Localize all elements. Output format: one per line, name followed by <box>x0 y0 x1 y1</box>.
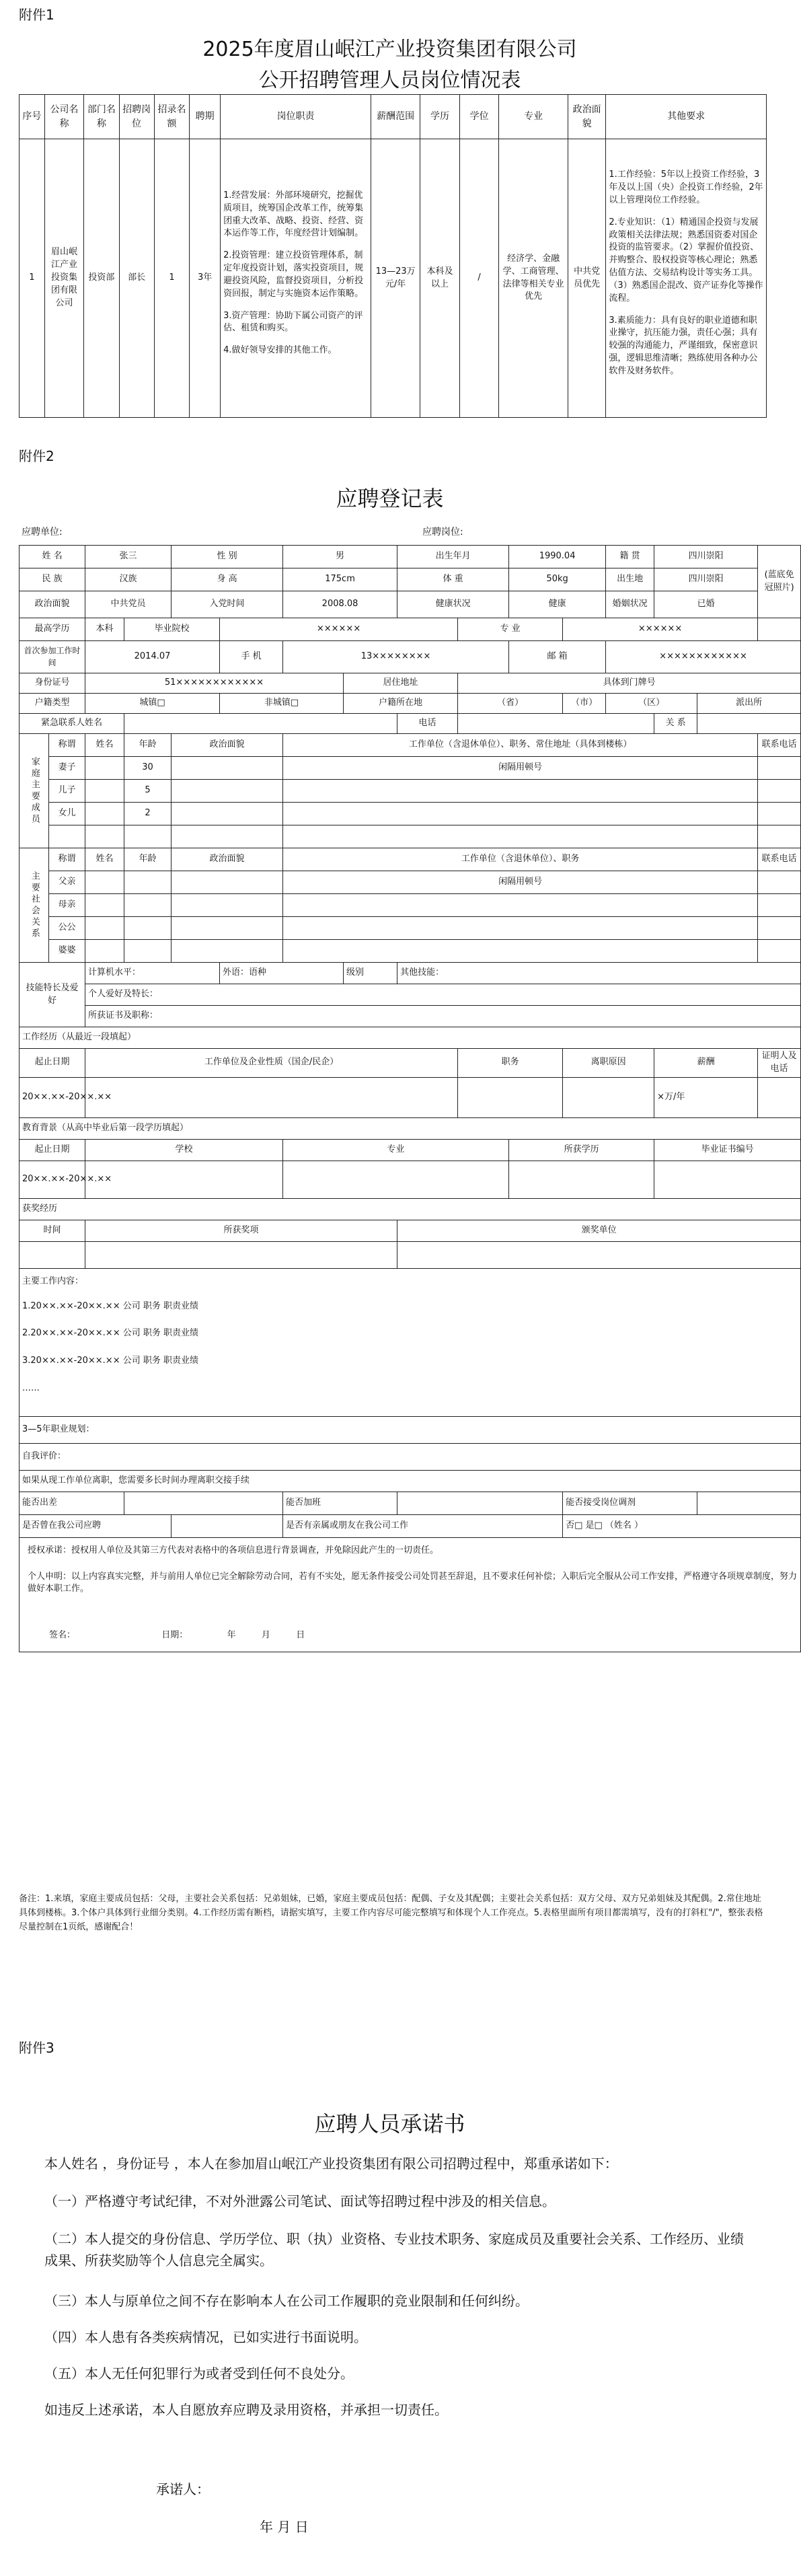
award-col: 所获奖项 <box>85 1220 397 1241</box>
job-major: 经济学、金融学、工商管理、法律等相关专业优先 <box>499 139 568 418</box>
hukou-type-label: 户籍类型 <box>20 694 85 714</box>
email-value: ×××××××××××× <box>606 641 801 673</box>
apply-unit-label: 应聘单位: <box>22 527 63 538</box>
family-row <box>20 757 801 780</box>
main-work-item: 1.20××.××-20××.×× 公司 职务 职责业绩 <box>22 1300 198 1311</box>
family-relation: 妻子 <box>49 757 85 780</box>
col-header: 部门名称 <box>84 95 119 139</box>
signature-label: 签名： <box>49 1630 76 1641</box>
height-label: 身 高 <box>171 568 283 591</box>
job-education: 本科及以上 <box>420 139 460 418</box>
col-header: 岗位职责 <box>221 95 371 139</box>
skills-side-label: 技能特长及爱好 <box>20 963 85 1027</box>
family-political[interactable] <box>171 825 283 848</box>
edu-degree[interactable] <box>509 1161 654 1198</box>
work-salary: ×万/年 <box>654 1077 758 1117</box>
emergency-phone-label: 电话 <box>397 714 458 734</box>
work-col: 证明人及电话 <box>758 1049 801 1078</box>
social-phone[interactable] <box>758 871 801 894</box>
social-age[interactable] <box>124 917 171 940</box>
weight-label: 体 重 <box>397 568 509 591</box>
family-work[interactable] <box>283 780 758 803</box>
commitment-item: （五）本人无任何犯罪行为或者受到任何不良处分。 <box>44 2365 354 2382</box>
social-age[interactable] <box>124 871 171 894</box>
commitment-item: （二）本人提交的身份信息、学历学位、职（执）业资格、专业技术职务、家庭成员及重要社会关系、工作经历、业绩成果、所获奖励等个人信息完全属实。 <box>44 2231 744 2269</box>
family-political[interactable] <box>171 757 283 780</box>
family-work[interactable] <box>283 825 758 848</box>
work-history-title: 工作经历（从最近一段填起） <box>20 1027 801 1049</box>
annex3-label: 附件3 <box>19 2040 54 2056</box>
date-day: 日 <box>296 1630 305 1641</box>
family-relation: 儿子 <box>49 780 85 803</box>
social-relation: 婆婆 <box>49 940 85 963</box>
apply-post-label: 应聘岗位: <box>422 527 463 538</box>
col-header: 政治面貌 <box>568 95 605 139</box>
family-phone[interactable] <box>758 780 801 803</box>
family-row <box>20 780 801 803</box>
address-value: 具体到门牌号 <box>458 673 801 694</box>
height-value: 175cm <box>283 568 397 591</box>
major-value: ×××××× <box>563 618 758 641</box>
emergency-contact-label: 紧急联系人姓名 <box>20 714 124 734</box>
family-phone[interactable] <box>758 757 801 780</box>
family-col: 年龄 <box>124 734 171 757</box>
family-col: 政治面貌 <box>171 734 283 757</box>
family-row <box>20 803 801 825</box>
duty-item: 3.资产管理：协助下属公司资产的评估、租赁和购买。 <box>223 310 363 334</box>
social-relation: 公公 <box>49 917 85 940</box>
job-degree: / <box>459 139 499 418</box>
commitment-item: （一）严格遵守考试纪律，不对外泄露公司笔试、面试等招聘过程中涉及的相关信息。 <box>44 2193 556 2209</box>
award-date[interactable] <box>20 1241 85 1268</box>
sex-value: 男 <box>283 546 397 568</box>
award-org[interactable] <box>397 1241 801 1268</box>
family-col: 工作单位（含退休单位）、职务、常住地址（具体到楼栋） <box>283 734 758 757</box>
requirement-item: 3.素质能力：具有良好的职业道德和职业操守，抗压能力强，责任心强；具有较强的沟通能力，严谨细致，保密意识强，逻辑思维清晰；熟练使用各种办公软件及财务软件。 <box>609 315 758 376</box>
social-row <box>20 871 801 894</box>
birthplace-label: 出生地 <box>606 568 654 591</box>
id-value: 51×××××××××××× <box>85 673 344 694</box>
emergency-contact-value[interactable] <box>124 714 397 734</box>
social-work[interactable] <box>283 940 758 963</box>
overtime-label: 能否加班 <box>283 1492 397 1514</box>
social-col: 政治面貌 <box>171 848 283 871</box>
edu-major[interactable] <box>283 1161 509 1198</box>
native-label: 籍 贯 <box>606 546 654 568</box>
join-date-label: 入党时间 <box>171 591 283 618</box>
main-work-item: …… <box>22 1383 40 1394</box>
col-header: 招录名额 <box>154 95 189 139</box>
foreign-language: 外语：语种 <box>220 963 344 984</box>
social-name[interactable] <box>85 917 124 940</box>
career-plan: 3—5年职业规划： <box>20 1416 801 1443</box>
family-age: 5 <box>124 780 171 803</box>
join-date-value: 2008.08 <box>283 591 397 618</box>
hobby-field: 个人爱好及特长： <box>85 984 801 1006</box>
first-work-label: 首次参加工作时间 <box>20 641 85 673</box>
registration-title: 应聘登记表 <box>336 486 444 511</box>
social-political[interactable] <box>171 940 283 963</box>
job-salary: 13—23万元/年 <box>371 139 420 418</box>
duty-item: 1.经营发展：外部环境研究，挖掘优质项目，统筹国企改革工作，统筹集团重大改革、战略、投资、经营、资本运作等工作，年度经营计划编制。 <box>223 190 364 239</box>
edu-col: 专业 <box>283 1139 509 1161</box>
health-label: 健康状况 <box>397 591 509 618</box>
requirement-item: 1.工作经验：5年以上投资工作经验，3年及以上国（央）企投资工作经验，2年以上管理岗位工作经验。 <box>609 170 763 205</box>
hukou-city: （市） <box>563 694 606 714</box>
job-post: 部长 <box>119 139 154 418</box>
commitment-item: （四）本人患有各类疾病情况，已如实进行书面说明。 <box>44 2329 367 2345</box>
col-header: 学位 <box>459 95 499 139</box>
work-leave-reason[interactable] <box>563 1077 654 1117</box>
social-relation: 母亲 <box>49 894 85 917</box>
photo-box: (蓝底免冠照片) <box>758 546 801 618</box>
main-work-block <box>20 1268 801 1416</box>
emergency-relation-label: 关 系 <box>654 714 697 734</box>
col-header: 公司名称 <box>44 95 84 139</box>
social-phone[interactable] <box>758 894 801 917</box>
requirement-item: 2.专业知识：（1）精通国企投资与发展政策相关法律法规；熟悉国资委对国企投资的监管要求。（2）掌握价值投资、并购整合、股权投资等核心理论；熟悉估值方法、交易结构设计等实务工具。（3）熟悉国企混改、资产证券化等操作流程。 <box>609 217 763 303</box>
school-value: ×××××× <box>220 618 458 641</box>
family-name[interactable] <box>85 757 124 780</box>
sex-label: 性 别 <box>171 546 283 568</box>
health-value: 健康 <box>509 591 606 618</box>
nation-value: 汉族 <box>85 568 171 591</box>
address-label: 居住地址 <box>344 673 458 694</box>
family-row <box>20 825 801 848</box>
family-name[interactable] <box>85 825 124 848</box>
awards-title: 获奖经历 <box>20 1198 801 1220</box>
family-political[interactable] <box>171 803 283 825</box>
hukou-province: （省） <box>458 694 563 714</box>
work-reference[interactable] <box>758 1077 801 1117</box>
annex1-title-line1: 2025年度眉山岷江产业投资集团有限公司 <box>202 38 577 61</box>
nation-label: 民 族 <box>20 568 85 591</box>
job-table <box>19 94 767 418</box>
col-header: 薪酬范围 <box>371 95 420 139</box>
duty-item: 4.做好领导安排的其他工作。 <box>223 345 337 356</box>
birthplace-value: 四川崇阳 <box>654 568 758 591</box>
social-col: 姓名 <box>85 848 124 871</box>
annex1-title-line2: 公开招聘管理人员岗位情况表 <box>258 69 521 92</box>
business-trip-value[interactable] <box>124 1492 283 1514</box>
col-header: 学历 <box>420 95 460 139</box>
social-side-label: 主要社会关系 <box>20 848 49 963</box>
col-header: 招聘岗位 <box>119 95 154 139</box>
family-col: 称谓 <box>49 734 85 757</box>
blank-cell <box>758 618 801 641</box>
hukou-police: 派出所 <box>697 694 801 714</box>
job-company: 眉山岷江产业投资集团有限公司 <box>44 139 84 418</box>
date-year: 年 <box>227 1630 236 1641</box>
date-label: 日期： <box>161 1630 188 1641</box>
job-table-header <box>20 95 767 139</box>
language-level: 级别 <box>344 963 397 984</box>
relative-label: 是否有亲属或朋友在我公司工作 <box>283 1514 563 1537</box>
political-value: 中共党员 <box>85 591 171 618</box>
date-month: 月 <box>261 1630 270 1641</box>
edu-cert-no[interactable] <box>654 1161 801 1198</box>
social-work[interactable] <box>283 917 758 940</box>
annex1-label: 附件1 <box>19 7 54 23</box>
name-value: 张三 <box>85 546 171 568</box>
emergency-relation-value[interactable] <box>697 714 801 734</box>
authorization-block <box>20 1537 801 1652</box>
social-row <box>20 894 801 917</box>
work-company[interactable] <box>85 1077 458 1117</box>
award-name[interactable] <box>85 1241 397 1268</box>
family-work: 闲隔用顿号 <box>283 757 758 780</box>
marital-value: 已婚 <box>654 591 758 618</box>
declaration-text: 个人申明：以上内容真实完整，并与前用人单位已完全解除劳动合同，若有不实处，愿无条件接受公司处罚甚至辞退，且不要求任何补偿；入职后完全服从公司工作安排，严格遵守各项规章制度，努力做好本职工作。 <box>28 1571 798 1594</box>
edu-col: 所获学历 <box>509 1139 654 1161</box>
registration-note: 备注：1.来填，家庭主要成员包括：父母，主要社会关系包括：兄弟姐妹，已婚，家庭主要成员包括：配偶、子女及其配偶；主要社会关系包括：双方父母、双方兄弟姐妹及其配偶。2.常住地址具体到楼栋。3.个体户具体到行业细分类别。4.工作经历需有断档，请据实填写，主要工作内容尽可能完整填写和体现个人工作亮点。5.表格里面所有项目都需填写，没有的打斜杠"/"，整张表格尽量控制在1页纸，感谢配合！ <box>19 1894 763 1932</box>
job-row <box>20 139 767 418</box>
education-title: 教育背景（从高中毕业后第一段学历填起） <box>20 1117 801 1139</box>
social-phone[interactable] <box>758 917 801 940</box>
commitment-title: 应聘人员承诺书 <box>314 2111 465 2137</box>
birth-label: 出生年月 <box>397 546 509 568</box>
family-phone[interactable] <box>758 825 801 848</box>
business-trip-label: 能否出差 <box>20 1492 124 1514</box>
social-name[interactable] <box>85 894 124 917</box>
sign-date: 年 月 日 <box>260 2519 309 2535</box>
family-name[interactable] <box>85 780 124 803</box>
commitment-intro: 本人姓名 ，身份证号 ，本人在参加眉山岷江产业投资集团有限公司招聘过程中，郑重承诺如下： <box>44 2156 618 2172</box>
social-age[interactable] <box>124 940 171 963</box>
work-col: 离职原因 <box>563 1049 654 1078</box>
overtime-value[interactable] <box>397 1492 563 1514</box>
social-col: 联系电话 <box>758 848 801 871</box>
weight-value: 50kg <box>509 568 606 591</box>
other-skills: 其他技能： <box>397 963 801 984</box>
family-name[interactable] <box>85 803 124 825</box>
main-work-title: 主要工作内容： <box>22 1276 84 1286</box>
phone-label: 手 机 <box>220 641 283 673</box>
signature-line <box>49 1629 798 1642</box>
school-label: 毕业院校 <box>124 618 220 641</box>
native-value: 四川崇阳 <box>654 546 758 568</box>
job-no: 1 <box>20 139 45 418</box>
edu-row <box>20 1161 801 1198</box>
family-side-label: 家庭主要成员 <box>20 734 49 848</box>
authorization-text: 授权承诺：授权用人单位及其第三方代表对表格中的各项信息进行背景调查，并免除因此产生的一切责任。 <box>28 1545 439 1555</box>
commitment-item: （三）本人与原单位之间不存在影响本人在公司工作履职的竞业限制和任何纠纷。 <box>44 2293 529 2309</box>
political-label: 政治面貌 <box>20 591 85 618</box>
job-term: 3年 <box>190 139 221 418</box>
edu-col: 毕业证书编号 <box>654 1139 801 1161</box>
relative-value[interactable]: 否□ 是□ （姓名 ） <box>563 1514 801 1537</box>
handover-question: 如果从现工作单位离职，您需要多长时间办理离职交接手续 <box>20 1470 801 1492</box>
col-header: 其他要求 <box>606 95 767 139</box>
edu-label: 最高学历 <box>20 618 85 641</box>
family-relation: 女儿 <box>49 803 85 825</box>
family-political[interactable] <box>171 780 283 803</box>
work-date: 20××.××-20××.×× <box>20 1077 85 1117</box>
hukou-address-label: 户籍所在地 <box>344 694 458 714</box>
edu-date: 20××.××-20××.×× <box>20 1161 85 1198</box>
col-header: 聘期 <box>190 95 221 139</box>
hukou-rural-checkbox[interactable]: 非城镇□ <box>220 694 344 714</box>
job-other <box>606 139 767 418</box>
birth-value: 1990.04 <box>509 546 606 568</box>
annex2-label: 附件2 <box>19 448 54 464</box>
work-col: 薪酬 <box>654 1049 758 1078</box>
work-col: 职务 <box>458 1049 563 1078</box>
name-label: 姓 名 <box>20 546 85 568</box>
social-relation: 父亲 <box>49 871 85 894</box>
first-work-value: 2014.07 <box>85 641 220 673</box>
social-col: 工作单位（含退休单位）、职务 <box>283 848 758 871</box>
commitment-closing: 如违反上述承诺，本人自愿放弃应聘及录用资格，并承担一切责任。 <box>44 2402 448 2418</box>
family-age[interactable] <box>124 825 171 848</box>
self-evaluation: 自我评价： <box>20 1443 801 1470</box>
work-row <box>20 1077 801 1117</box>
transfer-label: 能否接受岗位调剂 <box>563 1492 697 1514</box>
job-duties <box>221 139 371 418</box>
transfer-value[interactable] <box>697 1492 801 1514</box>
social-work[interactable] <box>283 894 758 917</box>
social-name[interactable] <box>85 871 124 894</box>
main-work-item: 3.20××.××-20××.×× 公司 职务 职责业绩 <box>22 1356 198 1366</box>
former-applicant-label: 是否曾在我公司应聘 <box>20 1514 171 1537</box>
family-relation[interactable] <box>49 825 85 848</box>
email-label: 邮 箱 <box>509 641 606 673</box>
social-phone[interactable] <box>758 940 801 963</box>
work-col: 起止日期 <box>20 1049 85 1078</box>
family-age: 2 <box>124 803 171 825</box>
family-age: 30 <box>124 757 171 780</box>
edu-school[interactable] <box>85 1161 283 1198</box>
former-applicant-value[interactable] <box>171 1514 283 1537</box>
certificates-field: 所获证书及职称： <box>85 1006 801 1027</box>
job-dept: 投资部 <box>84 139 119 418</box>
col-header: 序号 <box>20 95 45 139</box>
phone-value: 13×××××××× <box>283 641 509 673</box>
signer-label: 承诺人： <box>156 2481 210 2497</box>
major-label: 专 业 <box>458 618 563 641</box>
social-row <box>20 940 801 963</box>
job-quota: 1 <box>154 139 189 418</box>
social-col: 年龄 <box>124 848 171 871</box>
edu-col: 起止日期 <box>20 1139 85 1161</box>
duty-item: 2.投资管理：建立投资管理体系，制定年度投资计划，落实投资项目，规避投资风险，监督投资项目，分析投资回报，制定与实施资本运作策略。 <box>223 250 364 299</box>
edu-col: 学校 <box>85 1139 283 1161</box>
award-col: 颁奖单位 <box>397 1220 801 1241</box>
award-row <box>20 1241 801 1268</box>
main-work-item: 2.20××.××-20××.×× 公司 职务 职责业绩 <box>22 1328 198 1339</box>
hukou-district: （区） <box>606 694 697 714</box>
hukou-urban-checkbox[interactable]: 城镇□ <box>85 694 220 714</box>
family-phone[interactable] <box>758 803 801 825</box>
social-row <box>20 917 801 940</box>
registration-table <box>19 545 801 1652</box>
marital-label: 婚姻状况 <box>606 591 654 618</box>
computer-level: 计算机水平： <box>85 963 220 984</box>
family-work[interactable] <box>283 803 758 825</box>
id-label: 身份证号 <box>20 673 85 694</box>
family-col: 联系电话 <box>758 734 801 757</box>
social-political[interactable] <box>171 871 283 894</box>
social-col: 称谓 <box>49 848 85 871</box>
work-position[interactable] <box>458 1077 563 1117</box>
social-age[interactable] <box>124 894 171 917</box>
emergency-phone-value[interactable] <box>458 714 654 734</box>
family-col: 姓名 <box>85 734 124 757</box>
social-political[interactable] <box>171 894 283 917</box>
social-work: 闲隔用顿号 <box>283 871 758 894</box>
edu-value: 本科 <box>85 618 124 641</box>
col-header: 专业 <box>499 95 568 139</box>
job-political: 中共党员优先 <box>568 139 605 418</box>
social-name[interactable] <box>85 940 124 963</box>
award-col: 时间 <box>20 1220 85 1241</box>
social-political[interactable] <box>171 917 283 940</box>
work-col: 工作单位及企业性质（国企/民企） <box>85 1049 458 1078</box>
